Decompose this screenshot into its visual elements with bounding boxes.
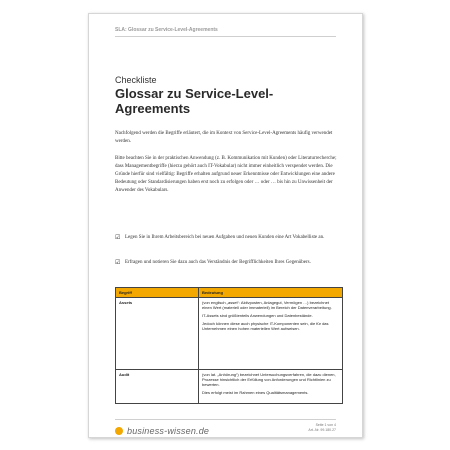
- definition-paragraph: (von lat. „Anhörung“) bezeichnet Untersuchungsverfahren, die dazu dienen, Prozesse hinsichtlich der Erfüllung von Anforderungen und Richtlinien zu bewerten.: [202, 372, 336, 387]
- note-paragraph: Bitte beachten Sie in der praktischen Anwendung (z. B. Kommunikation mit Kunden) oder Literaturrecherche; dass Managementbegriffe (hierzu gehört auch IT-Vokabular) nicht immer einheitlich verspendet werden. Die Gründe hierfür sind vielfältig: Begriffe erhalten aufgrund neuer Erkenntnisse oder Entwicklungen eine andere Bedeutung oder Standardisierungen haben erst noch zu erfolgen oder … oder … bis hin zu Unwissenheit der Anwender des Vokabulars.: [115, 156, 337, 193]
- table-header-row: [116, 288, 343, 298]
- document-title: Glossar zu Service-Level-Agreements: [115, 86, 274, 116]
- document-page: [88, 13, 363, 438]
- glossary-term: Assets: [116, 298, 199, 370]
- page-number: Seite 1 von 4: [315, 423, 336, 427]
- table-row: [116, 298, 343, 370]
- checkbox-checked-icon: ☑: [115, 260, 121, 266]
- glossary-term: Audit: [116, 370, 199, 404]
- checkbox-checked-icon: ☑: [115, 235, 121, 241]
- document-kicker: Checkliste: [115, 75, 157, 85]
- definition-paragraph: IT-Assets sind größtenteils Anwendungen und Datenbestände.: [202, 313, 313, 318]
- glossary-definition: [199, 370, 343, 404]
- column-header-meaning: Bedeutung: [199, 288, 343, 298]
- checklist-item-text: Erfragen und notieren Sie dazu auch das Verständnis der Begrifflichkeiten Ihres Gegenübers.: [125, 260, 311, 265]
- glossary-table: [115, 287, 343, 404]
- intro-paragraph: Nachfolgend werden die Begriffe erläutert, die im Kontext von Service-Level-Agreements häufig verwendet werden.: [115, 131, 333, 144]
- page-info: [308, 423, 336, 433]
- article-number: Art.-Nr. 99.180.27: [308, 428, 336, 432]
- column-header-term: Begriff: [116, 288, 199, 298]
- header-divider: [115, 36, 336, 37]
- definition-paragraph: Dies erfolgt meist im Rahmen eines Qualitätsmanagements.: [202, 390, 309, 395]
- logo-dot-icon: [115, 427, 123, 435]
- running-header: SLA: Glossar zu Service-Level-Agreements: [115, 27, 218, 33]
- checklist-item: [115, 259, 345, 267]
- brand-logo: [115, 426, 209, 436]
- footer-divider: [115, 419, 336, 420]
- checklist-item-text: Legen Sie in Ihrem Arbeitsbereich bei neuen Aufgaben und neuen Kunden eine Art Vokabelliste an.: [125, 235, 325, 240]
- table-row: [116, 370, 343, 404]
- definition-paragraph: (von englisch „asset“: Aktivposten, Anlagegut, Vermögen …) bezeichnet einen Wert (materiell oder immateriell) im Bereich der Datenverarbeitung.: [202, 300, 332, 310]
- definition-paragraph: Jedoch können diese auch physische IT-Komponenten sein, die für das Unternehmen einen hohen materiellen Wert aufweisen.: [202, 321, 329, 331]
- checklist-item: [115, 234, 345, 242]
- logo-text: business-wissen.de: [127, 426, 210, 436]
- glossary-definition: [199, 298, 343, 370]
